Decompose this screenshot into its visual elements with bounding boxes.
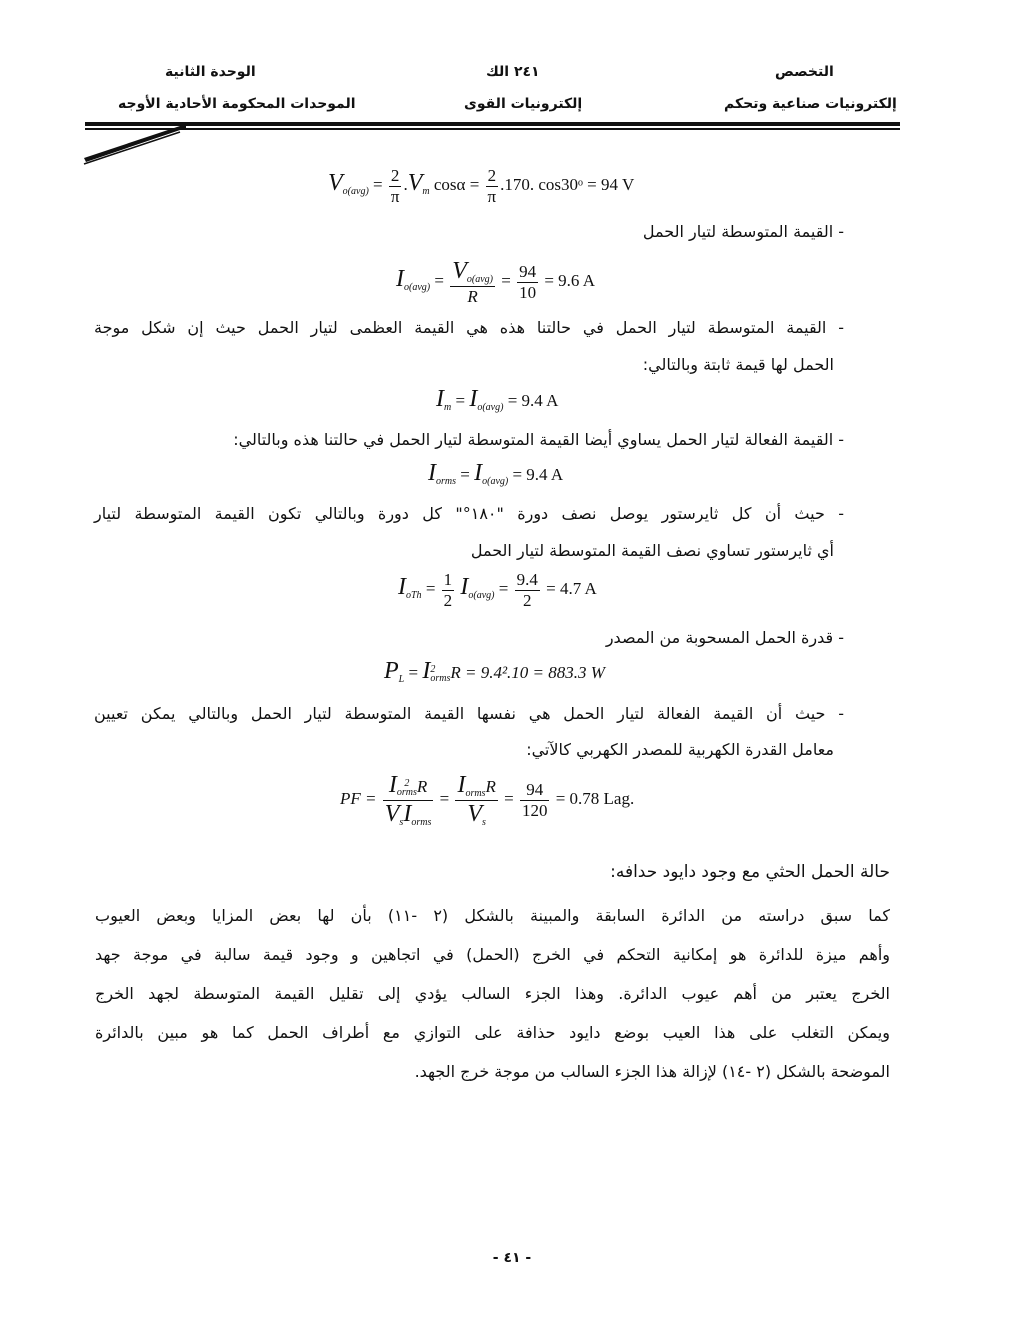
header-rule-thin: [85, 128, 900, 130]
header-rule-thick: [85, 122, 900, 126]
line-rms-equals-avg: - القيمة الفعالة لتيار الحمل يساوي أيضا القيمة المتوسطة لتيار الحمل في حالتنا هذه وبالتالي:: [233, 430, 844, 449]
paragraph-line-5: الموضحة بالشكل (٢ -١٤) لإزالة هذا الجزء السالب من موجة خرج الجهد.: [414, 1062, 890, 1081]
equation-pl: $P_L = I$ 2 orms R = 9.4².10 = 883.3 W: [384, 658, 605, 685]
header-course-title: إلكترونيات القوى: [464, 96, 583, 112]
header-unit-label: الوحدة الثانية: [165, 64, 256, 80]
header-major-title: إلكترونيات صناعية وتحكم: [724, 96, 897, 112]
line-avg-equals-max: - القيمة المتوسطة لتيار الحمل في حالتنا هذه هي القيمة العظمى لتيار الحمل حيث إن شكل موجة: [94, 318, 844, 337]
header-course-code: ٢٤١ الك: [486, 64, 540, 80]
paragraph-line-3: الخرج يعتبر من أهم عيوب الدائرة. وهذا الجزء السالب يؤدي إلى تقليل القيمة المتوسطة لجهد الخرج: [95, 984, 890, 1003]
line-constant-waveform: الحمل لها قيمة ثابتة وبالتالي:: [642, 355, 834, 374]
header-major-label: التخصص: [775, 64, 834, 80]
line-load-power: - قدرة الحمل المسحوبة من المصدر: [605, 628, 844, 647]
equation-io-avg: $I_{o(avg)}$ = $\frac{V_{o(avg)}}{R}$ = $\frac{94}{10}$ = 9.6 A: [396, 258, 596, 306]
equation-power-factor: PF = I 2 orms R $V_sI_{orms}$ = $\frac{I_{orms}R}{V_s}$ = $\frac{94}{120}$ = 0.78 Lag.: [340, 772, 635, 828]
line-thyristor-avg: أي ثايرستور تساوي نصف القيمة المتوسطة لتيار الحمل: [470, 541, 834, 560]
line-power-factor-as-follows: معامل القدرة الكهربية للمصدر الكهربي كالآتي:: [526, 740, 834, 759]
equation-ioth: $I_{oTh}$ = $\frac{1}{2}$ $I_{o(avg)}$ = $\frac{9.4}{2}$ = 4.7 A: [398, 570, 597, 610]
line-power-factor-intro: - حيث أن القيمة الفعالة لتيار الحمل هي نفسها القيمة المتوسطة لتيار الحمل وبالتالي يمكن تعيين: [94, 704, 844, 723]
line-avg-load-current: - القيمة المتوسطة لتيار الحمل: [642, 222, 844, 241]
header-unit-title: الموحدات المحكومة الأحادية الأوجه: [118, 96, 356, 112]
paragraph-line-1: كما سبق دراسته من الدائرة السابقة والمبينة بالشكل (٢ -١١) بأن لها بعض المزايا وبعض العيوب: [95, 906, 891, 925]
section-heading-inductive-load: حالة الحمل الحثي مع وجود دايود حدافه:: [610, 862, 890, 882]
line-thyristor-half-cycle: - حيث أن كل ثايرستور يوصل نصف دورة "١٨٠°" كل دورة وبالتالي تكون القيمة المتوسطة لتيار: [94, 504, 844, 523]
paragraph-line-2: وأهم ميزة للدائرة هو إمكانية التحكم في الخرج (الحمل) في اتجاهين و وجود قيمة سالبة في موجة جهد: [95, 945, 890, 964]
equation-vo-avg: $V_{o(avg)}$ = $\frac{2}{\pi}$ $.V_m$ cosα = $\frac{2}{\pi}$ .170. cos30ᵒ = 94 V: [328, 166, 635, 206]
paragraph-line-4: ويمكن التغلب على هذا العيب بوضع دايود حذافة على التوازي مع أطراف الحمل كما هو مبين بالدائرة: [95, 1023, 890, 1042]
header-swoosh-decoration: [80, 118, 190, 168]
equation-iorms: $I_{orms} = I_{o(avg)} = 9.4$ A: [428, 460, 564, 487]
page-number: - ٤١ -: [492, 1250, 532, 1266]
equation-im: $I_m = I_{o(avg)} = 9.4$ A: [436, 386, 559, 413]
